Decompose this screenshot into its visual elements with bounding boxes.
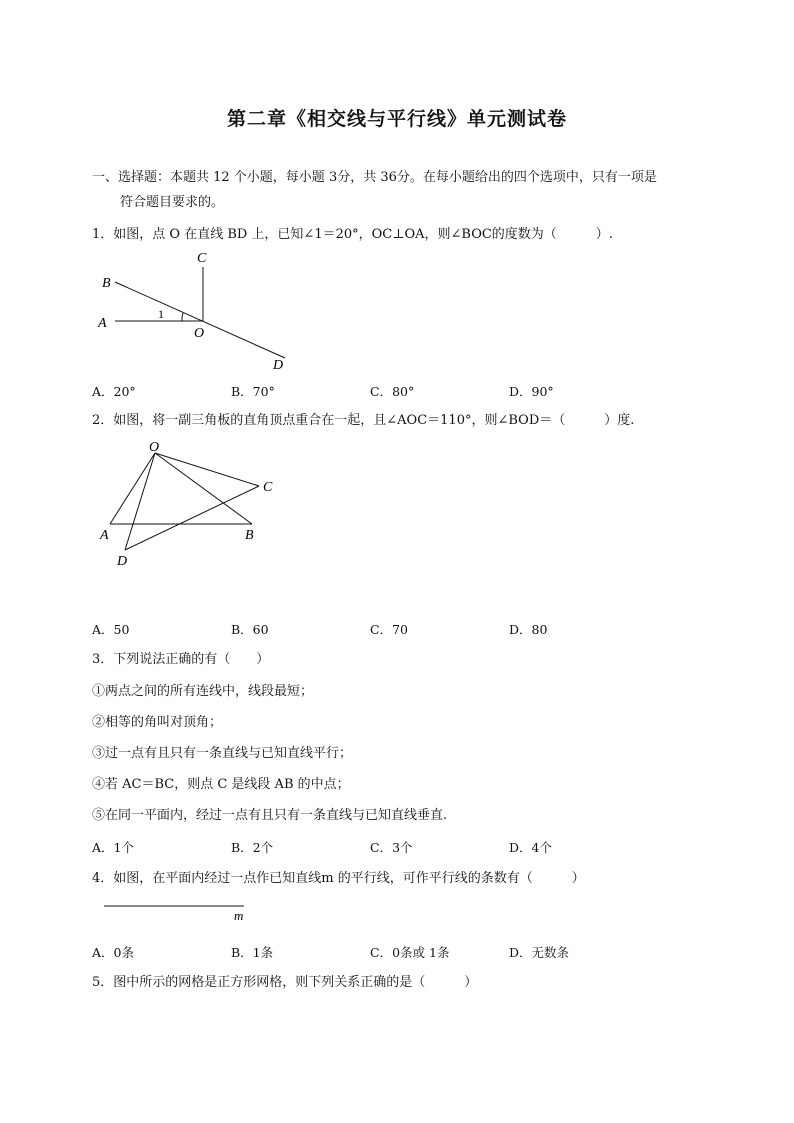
label-m: m xyxy=(234,908,244,923)
section-heading: 一、选择题：本题共 12 个小题，每小题 3分，共 36分。在每小题给出的四个选项中，只有一项是 xyxy=(92,170,657,185)
label-d: D xyxy=(273,358,284,373)
label-a: A xyxy=(100,528,109,543)
question-5-stem: 5．图中所示的网格是正方形网格，则下列关系正确的是（ ） xyxy=(92,975,478,990)
label-c: C xyxy=(263,480,273,495)
question-4-stem: 4．如图，在平面内经过一点作已知直线m 的平行线，可作平行线的条数有（ ） xyxy=(92,871,585,886)
question-1-option-c[interactable]: C．80° xyxy=(370,384,415,399)
question-2-option-d[interactable]: D．80 xyxy=(509,622,548,637)
question-3-statement-4: ④若 AC＝BC，则点 C 是线段 AB 的中点； xyxy=(92,777,350,792)
segment-oc xyxy=(155,453,259,486)
question-3-stem: 3．下列说法正确的有（ ） xyxy=(92,652,270,667)
section-heading-continued: 符合题目要求的。 xyxy=(120,195,225,210)
question-1-option-b[interactable]: B．70° xyxy=(231,384,275,399)
segment-dc xyxy=(125,486,259,550)
segment-oa xyxy=(110,453,155,524)
segment-od xyxy=(125,453,155,550)
question-2-option-b[interactable]: B．60 xyxy=(231,622,269,637)
question-4-option-b[interactable]: B．1条 xyxy=(231,945,274,960)
question-4-option-d[interactable]: D．无数条 xyxy=(509,945,570,960)
question-3-statement-1: ①两点之间的所有连线中，线段最短； xyxy=(92,684,314,699)
segment-ob xyxy=(155,453,252,524)
question-4-option-c[interactable]: C．0条或 1条 xyxy=(370,945,450,960)
question-1-option-a[interactable]: A．20° xyxy=(92,384,136,399)
label-b: B xyxy=(102,276,111,291)
label-a: A xyxy=(98,316,107,331)
question-1-figure xyxy=(90,245,300,375)
question-1-stem: 1．如图，点 O 在直线 BD 上，已知∠1＝20°，OC⊥OA，则∠BOC的度数为（ ）. xyxy=(92,227,613,242)
question-3-option-a[interactable]: A．1个 xyxy=(92,840,134,855)
question-4-option-a[interactable]: A．0条 xyxy=(92,945,134,960)
question-3-statement-2: ②相等的角叫对顶角； xyxy=(92,715,223,730)
question-3-statement-5: ⑤在同一平面内，经过一点有且只有一条直线与已知直线垂直. xyxy=(92,808,448,823)
question-2-option-a[interactable]: A．50 xyxy=(92,622,130,637)
question-1-option-d[interactable]: D．90° xyxy=(509,384,554,399)
angle-1-arc xyxy=(182,313,183,321)
page-title: 第二章《相交线与平行线》单元测试卷 xyxy=(226,108,567,130)
label-o: O xyxy=(194,326,205,341)
label-o: O xyxy=(149,440,160,455)
question-2-figure xyxy=(95,440,285,575)
question-4-figure xyxy=(100,898,260,924)
question-3-option-c[interactable]: C．3个 xyxy=(370,840,413,855)
label-d: D xyxy=(117,554,128,569)
question-3-option-d[interactable]: D．4个 xyxy=(509,840,552,855)
label-angle-1: 1 xyxy=(158,307,164,321)
question-2-stem: 2．如图，将一副三角板的直角顶点重合在一起，且∠AOC＝110°，则∠BOD＝（ ）度. xyxy=(92,413,635,428)
line-bd xyxy=(115,282,285,358)
question-2-option-c[interactable]: C．70 xyxy=(370,622,408,637)
label-c: C xyxy=(197,251,207,266)
question-3-option-b[interactable]: B．2个 xyxy=(231,840,274,855)
question-3-statement-3: ③过一点有且只有一条直线与已知直线平行； xyxy=(92,746,353,761)
label-b: B xyxy=(245,528,254,543)
